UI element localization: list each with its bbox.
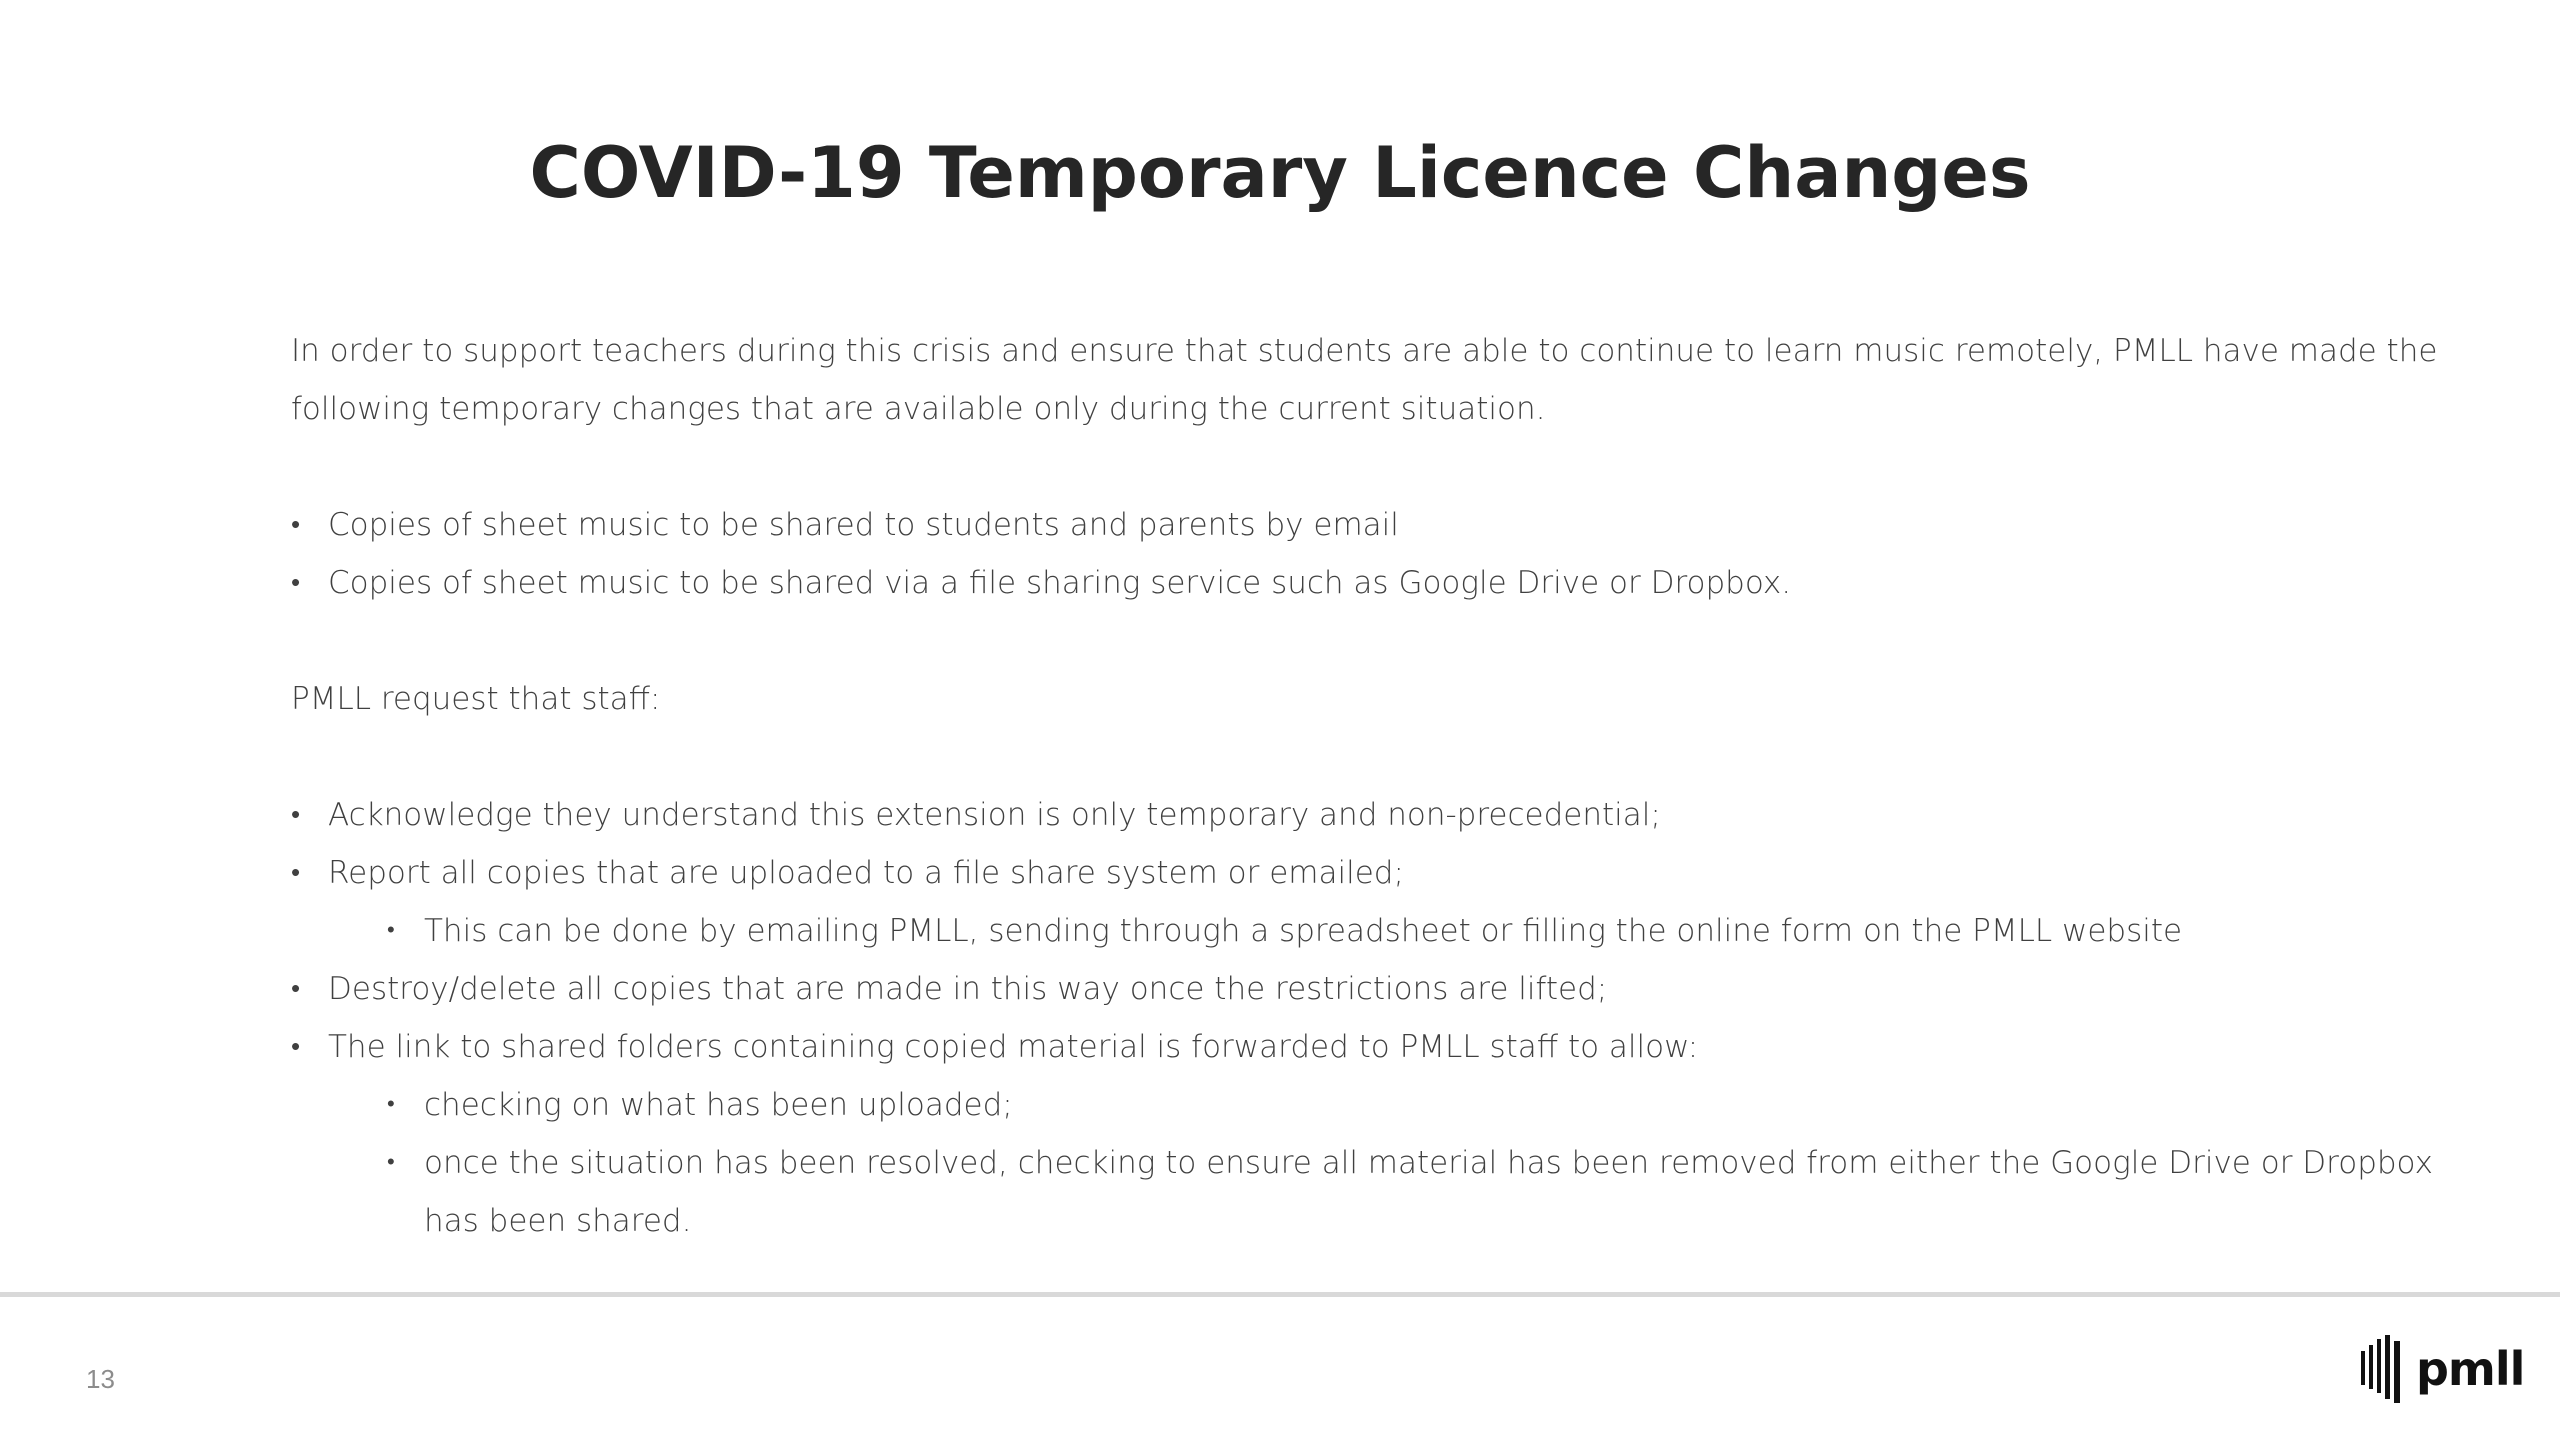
logo-text: pmll <box>2416 1342 2525 1396</box>
pmll-logo <box>2360 1333 2524 1405</box>
list-item: • Copies of sheet music to be shared to students and parents by email <box>291 496 2441 554</box>
slide-body <box>291 322 2441 1250</box>
pmll-bars-logo-icon <box>2360 1333 2406 1405</box>
list-item: • The link to shared folders containing copied material is forwarded to PMLL staff to allow: <box>291 1018 2441 1076</box>
footer-divider <box>0 1292 2560 1297</box>
spacer <box>291 438 2441 496</box>
intro-paragraph: In order to support teachers during this crisis and ensure that students are able to continue to learn music remotely, PMLL have made the following temporary changes that are available only during the current situation. <box>291 333 2438 427</box>
spacer <box>291 612 2441 670</box>
sub-list-item: • once the situation has been resolved, checking to ensure all material has been removed from either the Google Drive or Dropbox has been shared. <box>291 1134 2441 1250</box>
sub-list-item: • checking on what has been uploaded; <box>291 1076 2441 1134</box>
list-item: • Acknowledge they understand this extension is only temporary and non-precedential; <box>291 786 2441 844</box>
list-item: • Destroy/delete all copies that are made in this way once the restrictions are lifted; <box>291 960 2441 1018</box>
list-item: • Report all copies that are uploaded to a file share system or emailed; <box>291 844 2441 902</box>
slide-title: COVID-19 Temporary Licence Changes <box>529 132 2031 214</box>
list-item: • Copies of sheet music to be shared via a file sharing service such as Google Drive or Dropbox. <box>291 554 2441 612</box>
changes-list <box>291 496 2441 612</box>
page-number: 13 <box>86 1364 115 1394</box>
sub-list-item: • This can be done by emailing PMLL, sending through a spreadsheet or filling the online form on the PMLL website <box>291 902 2441 960</box>
spacer <box>291 728 2441 786</box>
requests-list <box>291 786 2441 1250</box>
request-heading: PMLL request that staff: <box>291 681 661 717</box>
